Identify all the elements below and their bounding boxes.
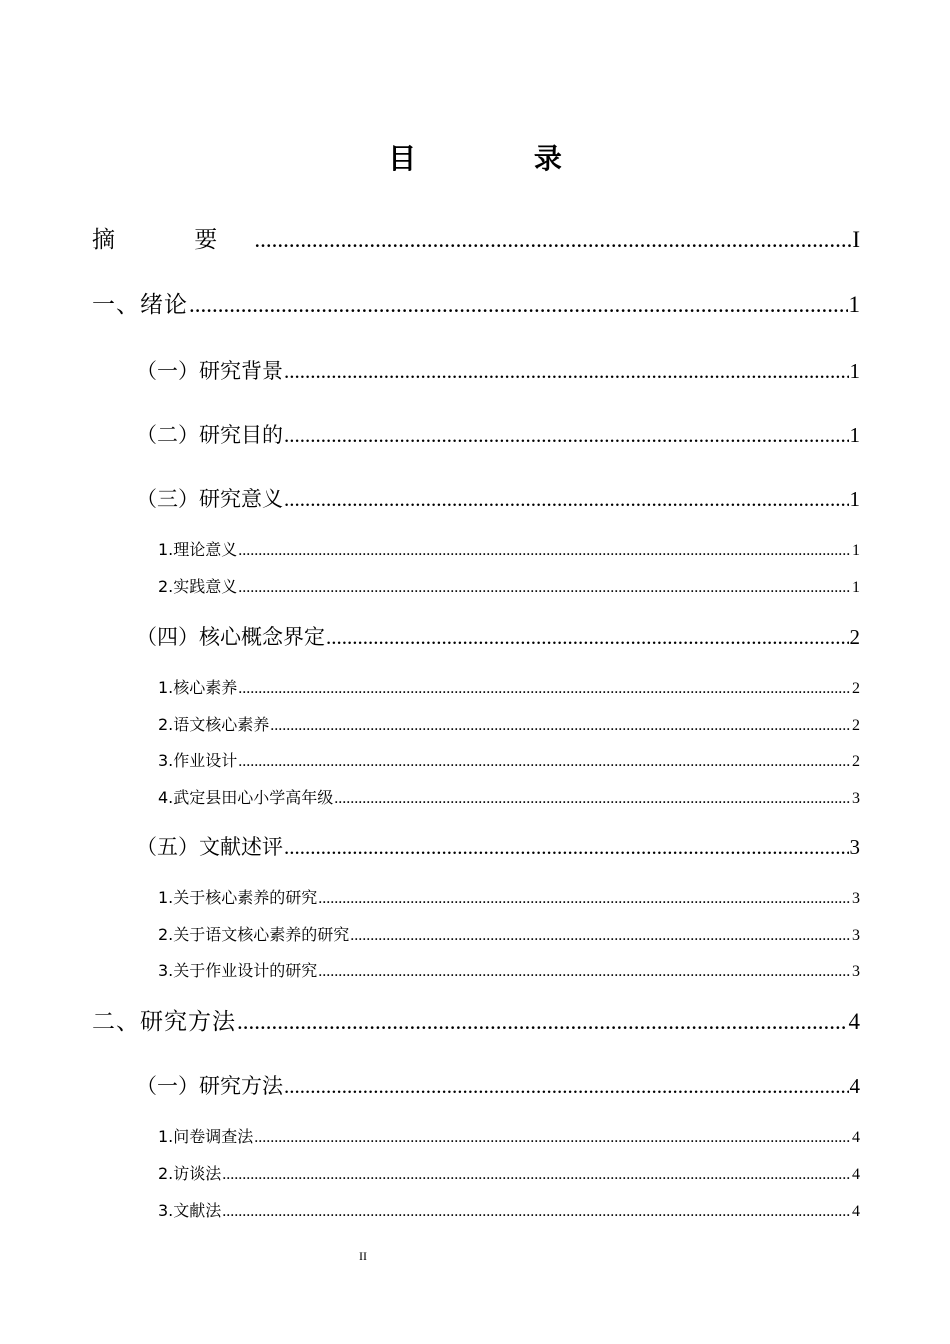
- footer-page-number: II: [359, 1249, 367, 1263]
- dot-leader: [318, 961, 851, 983]
- toc-entry-page: 4: [852, 1203, 860, 1220]
- toc-entry-label: 4.武定县田心小学高年级: [158, 788, 334, 807]
- toc-entry-page: 3: [852, 963, 860, 980]
- toc-entry-page: 1: [849, 423, 860, 447]
- toc-entry-subsection[interactable]: [92, 787, 860, 810]
- toc-entry-label: 一、绪论: [92, 292, 188, 318]
- toc-entry-subsection[interactable]: [92, 887, 860, 910]
- toc-entry-section[interactable]: [92, 832, 860, 862]
- toc-entry-label: （一）研究背景: [136, 359, 283, 383]
- toc-entry-section[interactable]: [92, 622, 860, 652]
- dot-leader: [334, 788, 851, 810]
- toc-entry-label: 2.实践意义: [158, 577, 238, 596]
- toc-entry-label: 摘 要: [92, 227, 254, 253]
- toc-entry-page: 4: [852, 1129, 860, 1146]
- page-title: 目 录: [388, 141, 616, 175]
- toc-entry-label: （三）研究意义: [136, 487, 283, 511]
- toc-entry-page: I: [852, 227, 860, 252]
- toc-entry-page: 1: [852, 542, 860, 559]
- toc-entry-page: 2: [852, 753, 860, 770]
- toc-entry-page: 4: [852, 1166, 860, 1183]
- toc-entry-page: 1: [849, 487, 860, 511]
- toc-entry-page: 1: [848, 292, 860, 317]
- dot-leader: [238, 678, 851, 700]
- toc-entry-chapter-1[interactable]: [92, 289, 860, 321]
- dot-leader: [189, 289, 848, 321]
- toc-entry-label: 2.关于语文核心素养的研究: [158, 925, 350, 944]
- toc-entry-subsection[interactable]: [92, 1200, 860, 1223]
- dot-leader: [270, 715, 851, 737]
- toc-entry-page: 4: [849, 1074, 860, 1098]
- dot-leader: [238, 540, 851, 562]
- toc-entry-label: 3.文献法: [158, 1201, 222, 1220]
- table-of-contents: [92, 0, 860, 1344]
- toc-entry-label: 3.作业设计: [158, 751, 238, 770]
- toc-entry-page: 2: [852, 680, 860, 697]
- toc-entry-abstract[interactable]: [92, 224, 860, 256]
- dot-leader: [254, 224, 851, 256]
- toc-entry-label: 1.关于核心素养的研究: [158, 888, 318, 907]
- toc-entry-label: 1.问卷调查法: [158, 1127, 254, 1146]
- toc-entry-label: （四）核心概念界定: [136, 625, 325, 649]
- toc-entry-label: 2.语文核心素养: [158, 715, 270, 734]
- dot-leader: [284, 832, 849, 862]
- toc-entry-subsection[interactable]: [92, 960, 860, 983]
- toc-entry-page: 2: [849, 625, 860, 649]
- dot-leader: [284, 484, 849, 514]
- dot-leader: [284, 1071, 849, 1101]
- toc-entry-section[interactable]: [92, 356, 860, 386]
- toc-entry-subsection[interactable]: [92, 714, 860, 737]
- toc-entry-label: 二、研究方法: [92, 1009, 236, 1035]
- toc-entry-label: 1.核心素养: [158, 678, 238, 697]
- toc-entry-label: （一）研究方法: [136, 1074, 283, 1098]
- toc-entry-label: （五）文献述评: [136, 835, 283, 859]
- dot-leader: [254, 1127, 851, 1149]
- toc-entry-subsection[interactable]: [92, 924, 860, 947]
- toc-entry-page: 3: [852, 890, 860, 907]
- toc-entry-page: 3: [852, 927, 860, 944]
- toc-entry-subsection[interactable]: [92, 1126, 860, 1149]
- toc-entry-page: 1: [849, 359, 860, 383]
- dot-leader: [326, 622, 849, 652]
- toc-entry-label: 3.关于作业设计的研究: [158, 961, 318, 980]
- dot-leader: [222, 1164, 851, 1186]
- toc-entry-subsection[interactable]: [92, 1163, 860, 1186]
- toc-entry-page: 1: [852, 579, 860, 596]
- dot-leader: [284, 420, 849, 450]
- toc-entry-label: （二）研究目的: [136, 423, 283, 447]
- dot-leader: [222, 1201, 851, 1223]
- toc-entry-label: 1.理论意义: [158, 540, 238, 559]
- dot-leader: [238, 751, 851, 773]
- toc-entry-section[interactable]: [92, 484, 860, 514]
- dot-leader: [318, 888, 851, 910]
- toc-entry-subsection[interactable]: [92, 677, 860, 700]
- toc-entry-page: 3: [852, 790, 860, 807]
- toc-entry-subsection[interactable]: [92, 750, 860, 773]
- toc-entry-page: 3: [849, 835, 860, 859]
- toc-entry-label: 2.访谈法: [158, 1164, 222, 1183]
- toc-entry-section[interactable]: [92, 420, 860, 450]
- dot-leader: [350, 925, 851, 947]
- toc-entry-chapter-2[interactable]: [92, 1006, 860, 1038]
- toc-entry-section[interactable]: [92, 1071, 860, 1101]
- dot-leader: [237, 1006, 848, 1038]
- dot-leader: [238, 577, 851, 599]
- toc-entry-subsection[interactable]: [92, 576, 860, 599]
- toc-entry-page: 4: [848, 1009, 860, 1034]
- toc-entry-subsection[interactable]: [92, 539, 860, 562]
- toc-entry-page: 2: [852, 717, 860, 734]
- dot-leader: [284, 356, 849, 386]
